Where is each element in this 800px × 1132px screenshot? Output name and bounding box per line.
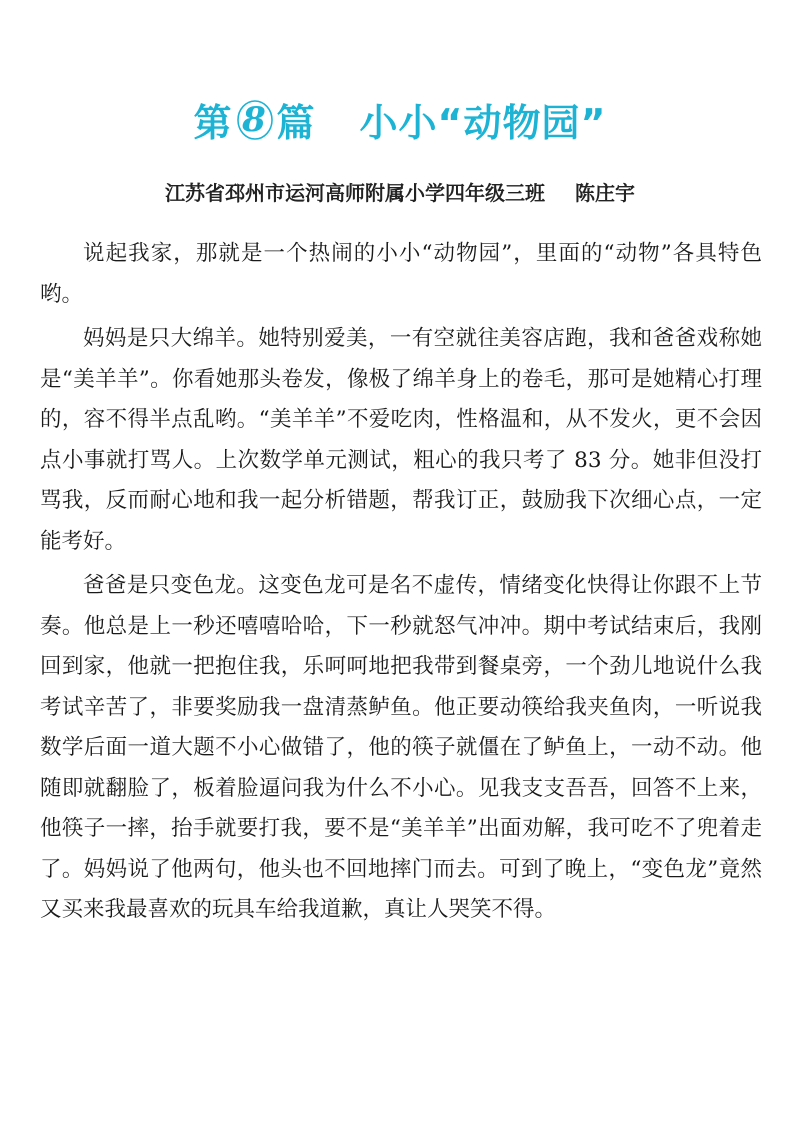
paragraph-3: 爸爸是只变色龙。这变色龙可是名不虚传，情绪变化快得让你跟不上节奏。他总是上一秒还嘻嘻哈哈，下一秒就怒气冲冲。期中考试结束后，我刚回到家，他就一把抱住我，乐呵呵地把我带到餐桌旁，一个劲儿地说什么我考试辛苦了，非要奖励我一盘清蒸鲈鱼。他正要动筷给我夹鱼肉，一听说我数学后面一道大题不小心做错了，他的筷子就僵在了鲈鱼上，一动不动。他随即就翻脸了，板着脸逼问我为什么不小心。见我支支吾吾，回答不上来，他筷子一摔，抬手就要打我，要不是“美羊羊”出面劝解，我可吃不了兜着走了。妈妈说了他两句，他头也不回地摔门而去。可到了晚上，“变色龙”竟然又买来我最喜欢的玩具车给我道歉，真让人哭笑不得。 [40,573,762,922]
author-byline [0,177,800,206]
author-name: 陈庄宇 [575,181,635,205]
title-number-badge [235,98,275,142]
author-school: 江苏省邳州市运河高师附属小学四年级三班 [165,181,545,205]
paragraph-1: 说起我家，那就是一个热闹的小小“动物园”，里面的“动物”各具特色哟。 [40,241,762,307]
title-suffix: 篇 [276,101,316,145]
title-prefix: 第 [193,101,233,145]
article-title [0,92,800,147]
article-body [40,234,762,935]
paragraph-2: 妈妈是只大绵羊。她特别爱美，一有空就往美容店跑，我和爸爸戏称她是“美羊羊”。你看她那头卷发，像极了绵羊身上的卷毛，那可是她精心打理的，容不得半点乱哟。“美羊羊”不爱吃肉，性格温和，从不发火，更不会因点小事就打骂人。上次数学单元测试，粗心的我只考了 83 分。她非但没打骂我，反而耐心地和我一起分析错题，帮我订正，鼓励我下次细心点，一定能考好。 [40,326,762,554]
title-number: 8 [242,100,267,140]
title-main: 小小“动物园” [359,101,607,145]
